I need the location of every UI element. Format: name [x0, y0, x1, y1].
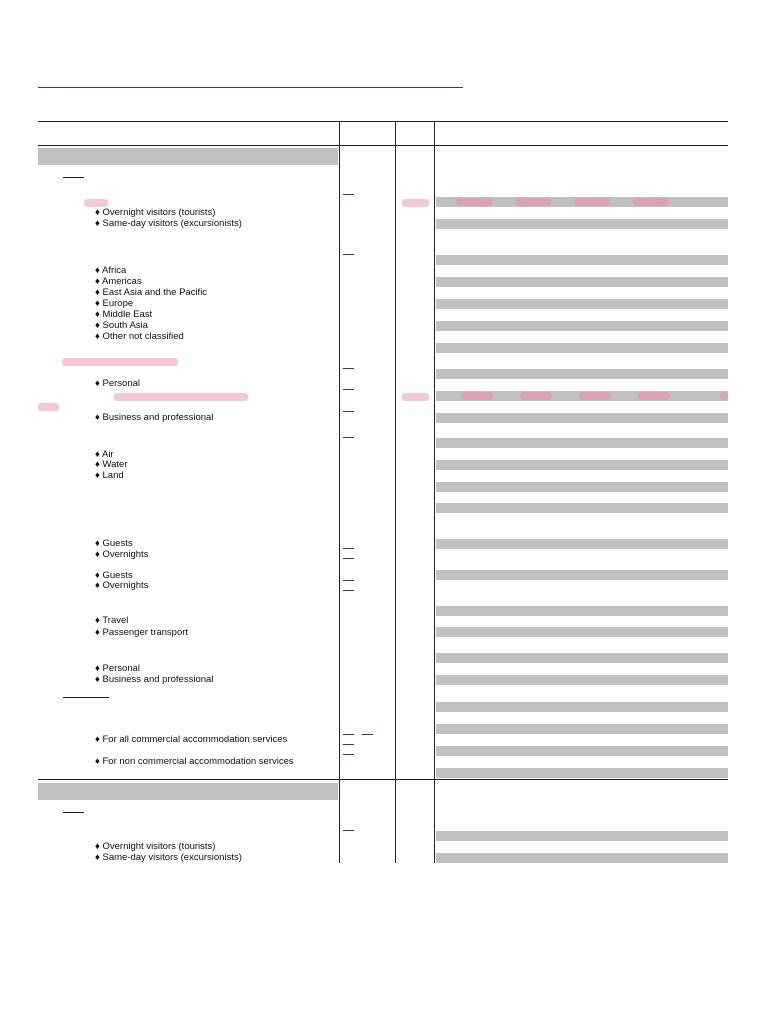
redacted-value: [720, 392, 728, 400]
redacted-value: [402, 199, 429, 207]
data-row-bar: [436, 369, 728, 379]
data-row-bar: [436, 460, 728, 470]
list-item: ♦ Middle East: [95, 309, 153, 320]
note-link[interactable]: [343, 368, 354, 369]
note-link[interactable]: [343, 437, 354, 438]
data-row-bar: [436, 503, 728, 513]
list-item: ♦ South Asia: [95, 320, 148, 331]
data-row-bar: [436, 438, 728, 448]
column-divider-2: [395, 121, 396, 863]
data-row-bar: [436, 255, 728, 265]
data-row-bar: [436, 724, 728, 734]
redacted-value: [579, 392, 611, 400]
list-item: ♦ Overnights: [95, 580, 149, 591]
data-row-bar: [436, 675, 728, 685]
list-item: ♦ Water: [95, 459, 128, 470]
list-item: ♦ Europe: [95, 298, 134, 309]
data-row-bar: [436, 653, 728, 663]
note-link[interactable]: [343, 558, 354, 559]
redacted-label: [84, 199, 108, 207]
data-row-bar: [436, 768, 728, 778]
data-row-bar: [436, 321, 728, 331]
data-row-bar: [436, 606, 728, 616]
redacted-value: [638, 392, 670, 400]
list-item: ♦ East Asia and the Pacific: [95, 287, 208, 298]
note-link[interactable]: [343, 411, 354, 412]
redacted-label: [114, 393, 248, 401]
list-item: ♦ For all commercial accommodation services: [95, 734, 288, 745]
list-item: ♦ Land: [95, 470, 124, 481]
note-link[interactable]: [343, 744, 354, 745]
data-row-bar: [436, 627, 728, 637]
list-item: ♦ Other not classified: [95, 331, 184, 342]
data-row-bar: [436, 299, 728, 309]
note-link[interactable]: [343, 389, 354, 390]
data-row-bar: [436, 702, 728, 712]
subheading-underline: [63, 697, 109, 698]
list-item: ♦ Guests: [95, 538, 133, 549]
section-2-header-band: [38, 783, 338, 800]
section-1-subheading-underline: [63, 177, 84, 178]
note-link[interactable]: [343, 254, 354, 255]
redacted-label: [38, 403, 59, 411]
column-divider-3: [434, 121, 435, 863]
list-item: ♦ Travel: [95, 615, 129, 626]
column-divider-1: [339, 121, 340, 863]
data-row-bar: [436, 219, 728, 229]
list-item: ♦ Business and professional: [95, 412, 214, 423]
redacted-label: [62, 358, 178, 366]
note-link[interactable]: [343, 734, 354, 735]
note-link[interactable]: [362, 734, 373, 735]
redacted-value: [461, 392, 493, 400]
section-divider: [38, 779, 728, 780]
list-item: ♦ Business and professional: [95, 674, 214, 685]
section-2-subheading-underline: [63, 812, 84, 813]
data-row-bar: [436, 570, 728, 580]
note-link[interactable]: [343, 830, 354, 831]
list-item: ♦ For non commercial accommodation services: [95, 756, 294, 767]
data-row-bar: [436, 277, 728, 287]
data-row-bar: [436, 343, 728, 353]
redacted-value: [520, 392, 552, 400]
header-link[interactable]: [38, 87, 463, 88]
data-row-bar: [436, 413, 728, 423]
data-row-bar: [436, 539, 728, 549]
note-link[interactable]: [343, 590, 354, 591]
list-item: ♦ Americas: [95, 276, 142, 287]
list-item: ♦ Personal: [95, 663, 140, 674]
note-link[interactable]: [343, 194, 354, 195]
list-item: ♦ Same-day visitors (excursionists): [95, 852, 242, 863]
list-item: ♦ Guests: [95, 570, 133, 581]
note-link[interactable]: [343, 754, 354, 755]
redacted-value: [456, 198, 492, 206]
data-row-bar: [436, 853, 728, 863]
list-item: ♦ Overnight visitors (tourists): [95, 841, 216, 852]
list-item: ♦ Overnights: [95, 549, 149, 560]
list-item: ♦ Passenger transport: [95, 627, 189, 638]
redacted-value: [515, 198, 551, 206]
data-row-bar: [436, 482, 728, 492]
list-item: ♦ Personal: [95, 378, 140, 389]
redacted-value: [574, 198, 610, 206]
table-header-bottom-border: [38, 145, 728, 146]
data-row-bar: [436, 746, 728, 756]
list-item: ♦ Africa: [95, 265, 127, 276]
data-row-bar: [436, 831, 728, 841]
note-link[interactable]: [343, 580, 354, 581]
section-1-header-band: [38, 148, 338, 165]
note-link[interactable]: [343, 548, 354, 549]
list-item: ♦ Overnight visitors (tourists): [95, 207, 216, 218]
list-item: ♦ Air: [95, 449, 114, 460]
redacted-value: [633, 198, 669, 206]
list-item: ♦ Same-day visitors (excursionists): [95, 218, 242, 229]
redacted-value: [402, 393, 429, 401]
table-top-border: [38, 121, 728, 122]
